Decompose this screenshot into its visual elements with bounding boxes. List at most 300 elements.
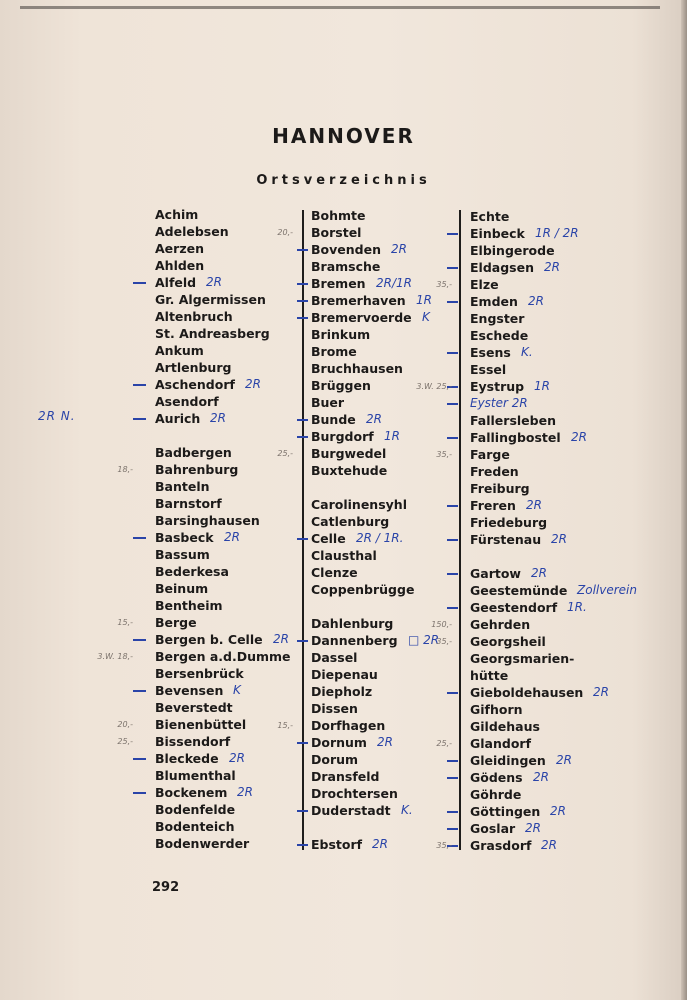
place-entry: [311, 377, 414, 394]
place-entry: [311, 751, 414, 768]
place-entry: [155, 291, 291, 308]
column-gap: [470, 548, 583, 565]
place-name: Geestemünde: [470, 583, 568, 598]
place-entry: [155, 376, 291, 393]
place-entry: [436, 633, 583, 650]
place-entry: [470, 718, 583, 735]
place-entry: [311, 462, 414, 479]
handwritten-note: K.: [401, 803, 413, 817]
place-entry: [470, 429, 587, 446]
place-entry: [311, 768, 414, 785]
place-name: Bunde: [311, 412, 356, 427]
place-entry: [311, 530, 414, 547]
check-dash-mark: [447, 233, 458, 235]
place-name: Bissendorf: [155, 734, 231, 749]
handwritten-note: 2R: [273, 632, 289, 646]
check-dash-mark: [133, 639, 146, 641]
place-name: Ahlden: [155, 258, 205, 273]
place-entry: [155, 597, 291, 614]
place-entry: [155, 682, 291, 699]
place-name: Bremen: [311, 276, 366, 291]
handwritten-note: 1R.: [567, 600, 587, 614]
place-name: Buxtehude: [311, 463, 388, 478]
place-entry: [155, 529, 291, 546]
place-name: Georgsmarien-: [470, 651, 575, 666]
place-name: St. Andreasberg: [155, 326, 270, 341]
place-name: Diepenau: [311, 667, 378, 682]
place-entry: [155, 342, 291, 359]
place-entry: [117, 461, 291, 478]
check-dash-mark: [447, 505, 458, 507]
page-binding-edge: [681, 0, 687, 1000]
place-name: Aschendorf: [155, 377, 235, 392]
place-name: Gifhorn: [470, 702, 523, 717]
check-dash-mark: [297, 283, 308, 285]
place-entry: [311, 326, 414, 343]
place-column-3: [416, 208, 637, 854]
place-entry: [155, 325, 291, 342]
place-entry: [470, 412, 583, 429]
place-entry: [311, 394, 414, 411]
place-name: Adelebsen: [155, 224, 229, 239]
price-note: 20,-: [117, 720, 133, 729]
place-entry: [311, 615, 414, 632]
check-dash-mark: [297, 742, 308, 744]
place-entry: [311, 258, 414, 275]
price-note: 35,-: [436, 841, 452, 850]
handwritten-note: 1R: [416, 293, 432, 307]
handwritten-note: Eyster 2R: [470, 396, 528, 410]
place-name: Clenze: [311, 565, 358, 580]
place-entry: [155, 750, 291, 767]
place-name: Beinum: [155, 581, 209, 596]
page-title: HANNOVER: [272, 124, 415, 148]
place-name: Blumenthal: [155, 768, 236, 783]
place-entry: [311, 836, 414, 853]
place-name: Banteln: [155, 479, 210, 494]
place-entry: [311, 564, 414, 581]
place-entry: [155, 274, 291, 291]
place-name: Eschede: [470, 328, 529, 343]
place-entry: [470, 463, 583, 480]
page-number: 292: [152, 880, 180, 895]
place-entry: [311, 207, 414, 224]
place-entry: [155, 665, 291, 682]
place-name: Bodenwerder: [155, 836, 250, 851]
check-dash-mark: [447, 811, 458, 813]
place-name: Bockenem: [155, 785, 228, 800]
place-name: Grasdorf: [470, 838, 532, 853]
place-name: Brüggen: [311, 378, 371, 393]
handwritten-note: 2R: [245, 377, 261, 391]
place-entry: [155, 563, 291, 580]
place-name: Freden: [470, 464, 519, 479]
place-name: Asendorf: [155, 394, 219, 409]
check-dash-mark: [297, 640, 308, 642]
handwritten-note: 1R / 2R: [535, 226, 579, 240]
place-name: Bruchhausen: [311, 361, 403, 376]
price-note: 3.W. 18,-: [97, 652, 133, 661]
check-dash-mark: [297, 249, 308, 251]
place-name: Gr. Algermissen: [155, 292, 266, 307]
check-dash-mark: [447, 573, 458, 575]
price-note: 25,-: [117, 737, 133, 746]
place-name: Altenbruch: [155, 309, 233, 324]
column-gap: [311, 479, 414, 496]
place-entry: [470, 225, 583, 242]
place-entry: [155, 546, 291, 563]
handwritten-note: 2R: [544, 260, 560, 274]
place-name: Gleidingen: [470, 753, 546, 768]
handwritten-note: 2R: [229, 751, 245, 765]
page-top-edge: [20, 6, 660, 9]
place-name: Dahlenburg: [311, 616, 394, 631]
place-entry: [155, 257, 291, 274]
place-name: Aurich: [155, 411, 201, 426]
place-name: Farge: [470, 447, 510, 462]
check-dash-mark: [297, 419, 308, 421]
place-entry: [311, 241, 414, 258]
place-name: Engster: [470, 311, 525, 326]
place-entry: [470, 667, 583, 684]
handwritten-note: 2R: [541, 838, 557, 852]
column-divider-2: [459, 210, 461, 850]
place-name: Bassum: [155, 547, 210, 562]
check-dash-mark: [447, 607, 458, 609]
check-dash-mark: [297, 317, 308, 319]
check-dash-mark: [297, 844, 308, 846]
place-entry: [155, 835, 291, 852]
handwritten-note: 1R: [384, 429, 400, 443]
place-entry: [155, 631, 291, 648]
place-entry: [311, 581, 414, 598]
check-dash-mark: [447, 437, 458, 439]
place-name: Duderstadt: [311, 803, 391, 818]
place-name: Ebstorf: [311, 837, 363, 852]
place-entry: [470, 820, 583, 837]
price-note: 15,-: [117, 618, 133, 627]
check-dash-mark: [447, 692, 458, 694]
place-name: Aerzen: [155, 241, 204, 256]
place-entry: [311, 632, 440, 649]
place-column-1: [97, 206, 291, 852]
place-name: Bergen a.d.Dumme: [155, 649, 291, 664]
price-note: 25,-: [436, 739, 452, 748]
place-entry: [436, 735, 583, 752]
price-note: 3.W. 25,-: [416, 382, 452, 391]
handwritten-note: 2R/1R: [376, 276, 412, 290]
handwritten-note: 2R: [366, 412, 382, 426]
place-name: hütte: [470, 668, 509, 683]
place-entry: [470, 769, 583, 786]
margin-note: 2R N.: [38, 409, 76, 423]
handwritten-note: 2R: [377, 735, 393, 749]
place-name: Dissen: [311, 701, 358, 716]
place-entry: [470, 293, 583, 310]
place-entry: [155, 240, 291, 257]
place-name: Brinkum: [311, 327, 371, 342]
place-entry: [311, 649, 414, 666]
place-entry: [117, 614, 291, 631]
check-dash-mark: [447, 539, 458, 541]
place-name: Essel: [470, 362, 507, 377]
check-dash-mark: [447, 828, 458, 830]
place-entry: [470, 565, 583, 582]
place-name: Bienenbüttel: [155, 717, 247, 732]
place-entry: [311, 666, 414, 683]
place-entry: [311, 309, 430, 326]
place-name: Beverstedt: [155, 700, 233, 715]
place-name: Catlenburg: [311, 514, 390, 529]
handwritten-note: 2R: [551, 532, 567, 546]
handwritten-note: 2R: [531, 566, 547, 580]
place-entry: [470, 582, 637, 599]
place-name: Elze: [470, 277, 499, 292]
place-name: Dorum: [311, 752, 359, 767]
place-name: Artlenburg: [155, 360, 232, 375]
handwritten-note: 2R: [206, 275, 222, 289]
handwritten-note: 2R: [237, 785, 253, 799]
place-name: Geestendorf: [470, 600, 558, 615]
place-entry: [155, 699, 291, 716]
place-name: Brome: [311, 344, 357, 359]
handwritten-note: 2R: [210, 411, 226, 425]
place-entry: [155, 801, 291, 818]
check-dash-mark: [133, 282, 146, 284]
handwritten-note: 2R: [571, 430, 587, 444]
place-entry: [155, 512, 291, 529]
place-entry: [436, 276, 583, 293]
place-name: Drochtersen: [311, 786, 398, 801]
place-name: Einbeck: [470, 226, 525, 241]
check-dash-mark: [447, 777, 458, 779]
place-name: Bergen b. Celle: [155, 632, 263, 647]
place-name: Bevensen: [155, 683, 224, 698]
place-entry: [97, 648, 291, 665]
place-name: Bodenteich: [155, 819, 235, 834]
place-name: Bremerhaven: [311, 293, 406, 308]
place-entry: [311, 513, 414, 530]
handwritten-note: 2R: [391, 242, 407, 256]
handwritten-note: Zollverein: [577, 583, 637, 597]
place-name: Buer: [311, 395, 345, 410]
place-name: Gieboldehausen: [470, 685, 584, 700]
place-entry: [436, 837, 583, 854]
place-name: Gartow: [470, 566, 521, 581]
check-dash-mark: [297, 810, 308, 812]
place-name: Clausthal: [311, 548, 377, 563]
place-name: Echte: [470, 209, 510, 224]
column-divider-1: [302, 210, 304, 850]
place-entry: [431, 616, 583, 633]
place-name: Bramsche: [311, 259, 381, 274]
place-entry: [470, 650, 583, 667]
check-dash-mark: [133, 690, 146, 692]
place-name: Dornum: [311, 735, 367, 750]
column-gap: [155, 427, 291, 444]
place-entry: [470, 786, 583, 803]
place-entry: [155, 478, 291, 495]
check-dash-mark: [447, 403, 458, 405]
place-name: Glandorf: [470, 736, 532, 751]
place-name: Burgwedel: [311, 446, 387, 461]
price-note: 20,-: [277, 228, 293, 237]
place-entry: [277, 224, 414, 241]
place-entry: [416, 378, 583, 395]
place-name: Freiburg: [470, 481, 530, 496]
place-entry: [470, 327, 583, 344]
place-entry: [311, 802, 414, 819]
place-name: Göhrde: [470, 787, 522, 802]
place-name: Bodenfelde: [155, 802, 236, 817]
place-entry: [311, 700, 414, 717]
place-name: Fürstenau: [470, 532, 542, 547]
place-entry: [155, 784, 291, 801]
handwritten-note: 2R: [550, 804, 566, 818]
place-entry: [277, 445, 414, 462]
place-name: Georgsheil: [470, 634, 546, 649]
handwritten-note: 1R: [534, 379, 550, 393]
price-note: 35,-: [436, 450, 452, 459]
price-note: 150,-: [431, 620, 452, 629]
place-name: Elbingerode: [470, 243, 555, 258]
handwritten-note: K.: [521, 345, 533, 359]
place-entry: [470, 242, 583, 259]
check-dash-mark: [447, 352, 458, 354]
handwritten-note: 2R / 1R.: [356, 531, 404, 545]
place-name: Bohmte: [311, 208, 366, 223]
price-note: 15,-: [277, 721, 293, 730]
place-entry: [155, 818, 291, 835]
place-name: Fallingbostel: [470, 430, 561, 445]
place-entry: [155, 767, 291, 784]
place-entry: [311, 360, 414, 377]
place-name: Eystrup: [470, 379, 525, 394]
place-name: Celle: [311, 531, 346, 546]
check-dash-mark: [133, 792, 146, 794]
place-name: Fallersleben: [470, 413, 556, 428]
place-entry: [470, 480, 583, 497]
place-name: Eldagsen: [470, 260, 534, 275]
place-entry: [277, 717, 414, 734]
place-entry: [155, 495, 291, 512]
check-dash-mark: [447, 301, 458, 303]
place-name: Emden: [470, 294, 518, 309]
place-entry: [155, 308, 291, 325]
place-name: Bentheim: [155, 598, 223, 613]
place-entry: [311, 411, 414, 428]
check-dash-mark: [297, 436, 308, 438]
place-entry: [470, 684, 609, 701]
place-name: Borstel: [311, 225, 362, 240]
place-entry: [470, 514, 583, 531]
check-dash-mark: [133, 418, 146, 420]
place-name: Dannenberg: [311, 633, 398, 648]
place-entry: [470, 531, 583, 548]
page-subtitle: Ortsverzeichnis: [256, 173, 431, 188]
place-name: Dransfeld: [311, 769, 380, 784]
column-gap: [311, 819, 414, 836]
handwritten-note: 2R: [525, 821, 541, 835]
place-entry: [311, 275, 414, 292]
place-name: Carolinensyhl: [311, 497, 407, 512]
place-entry: [470, 701, 583, 718]
place-name: Basbeck: [155, 530, 214, 545]
price-note: 18,-: [117, 465, 133, 474]
place-name: Gehrden: [470, 617, 531, 632]
place-entry: [470, 361, 583, 378]
place-name: Coppenbrügge: [311, 582, 415, 597]
place-entry: [155, 393, 291, 410]
place-entry: [155, 206, 291, 223]
place-entry: [470, 599, 587, 616]
place-entry: [436, 446, 583, 463]
place-entry: [470, 259, 583, 276]
place-entry: [470, 752, 583, 769]
place-name: Dorfhagen: [311, 718, 386, 733]
place-entry: [311, 343, 414, 360]
place-name: Göttingen: [470, 804, 541, 819]
place-name: Bremervoerde: [311, 310, 412, 325]
place-name: Achim: [155, 207, 199, 222]
place-entry: [311, 785, 414, 802]
place-name: Burgdorf: [311, 429, 374, 444]
place-name: Bersenbrück: [155, 666, 244, 681]
place-name: Badbergen: [155, 445, 232, 460]
place-entry: [470, 208, 583, 225]
place-entry: [155, 410, 291, 427]
place-name: Alfeld: [155, 275, 197, 290]
place-name: Friedeburg: [470, 515, 548, 530]
place-entry: [311, 734, 414, 751]
handwritten-note: □ 2R: [408, 633, 440, 647]
handwritten-note: K: [422, 310, 430, 324]
handwritten-note: 2R: [533, 770, 549, 784]
check-dash-mark: [133, 384, 146, 386]
check-dash-mark: [133, 537, 146, 539]
place-name: Freren: [470, 498, 516, 513]
place-entry: [470, 395, 583, 412]
place-entry: [117, 733, 291, 750]
place-name: Bleckede: [155, 751, 219, 766]
price-note: 35,-: [436, 637, 452, 646]
handwritten-note: 2R: [526, 498, 542, 512]
check-dash-mark: [447, 267, 458, 269]
handwritten-note: 2R: [372, 837, 388, 851]
handwritten-note: K: [233, 683, 241, 697]
place-entry: [311, 292, 432, 309]
place-name: Dassel: [311, 650, 358, 665]
place-name: Goslar: [470, 821, 516, 836]
place-name: Barsinghausen: [155, 513, 260, 528]
place-name: Berge: [155, 615, 197, 630]
place-name: Bederkesa: [155, 564, 229, 579]
check-dash-mark: [297, 300, 308, 302]
place-entry: [311, 496, 414, 513]
price-note: 25,-: [277, 449, 293, 458]
place-entry: [311, 683, 414, 700]
place-name: Esens: [470, 345, 511, 360]
place-name: Bovenden: [311, 242, 381, 257]
check-dash-mark: [447, 760, 458, 762]
handwritten-note: 2R: [556, 753, 572, 767]
place-entry: [311, 547, 414, 564]
check-dash-mark: [133, 758, 146, 760]
place-name: Gildehaus: [470, 719, 540, 734]
handwritten-note: 2R: [528, 294, 544, 308]
price-note: 35,-: [436, 280, 452, 289]
column-gap: [311, 598, 414, 615]
